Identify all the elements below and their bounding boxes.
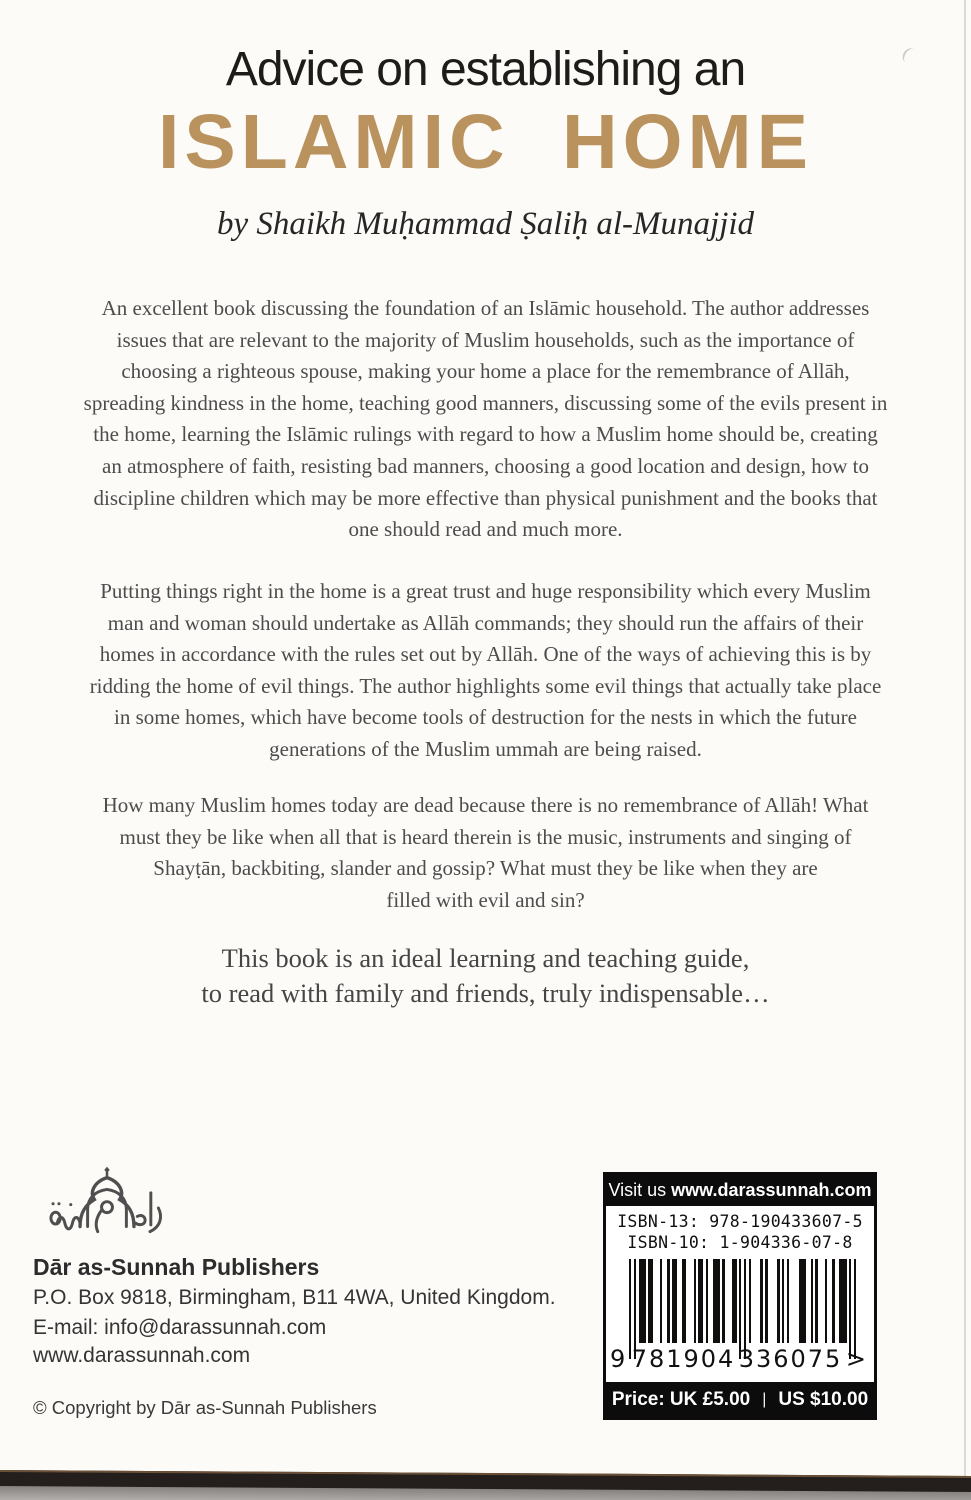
visit-us-url: www.darassunnah.com (671, 1180, 872, 1200)
publisher-website: www.darassunnah.com (33, 1344, 251, 1367)
blurb-paragraph-2: Putting things right in the home is a great trust and huge responsibility which every Muslim man and woman should undertake as Allāh commands; they should run the affairs of their homes in accordance with the rules set out by Allāh. One of the ways of achieving this is by ridding the home of evil things. The author highlights some evil things that actually take place in some homes, which have become tools of destruction for the nests in which the future generations of the Muslim ummah are being raised. (89, 579, 882, 761)
book-supertitle: Advice on establishing an (225, 43, 746, 96)
visit-us-banner (606, 1175, 874, 1206)
price-us: US $10.00 (778, 1388, 869, 1410)
scan-page-edge (964, 0, 966, 1478)
blurb-paragraph-1: An excellent book discussing the foundation of an Islāmic household. The author addresses issues that are relevant to the majority of Muslim households, such as the importance of choosing a righteous spouse, making your home a place for the remembrance of Allāh, spreading kindness in the home, teaching good manners, discussing some of the evils present in the home, learning the Islāmic rulings with regard to how a Muslim home should be, creating an atmosphere of faith, resisting bad manners, choosing a good location and design, how to discipline children which may be more effective than physical punishment and the books that one should read and much more. (83, 296, 888, 542)
closing-statement: This book is an ideal learning and teaching guide, to read with family and friends, truly indispensable… (201, 943, 770, 1008)
isbn-numbers (606, 1206, 874, 1253)
publisher-name: Dār as-Sunnah Publishers (33, 1254, 320, 1280)
isbn-10: ISBN-10: 1-904336-07-8 (627, 1233, 853, 1252)
book-author-byline: by Shaikh Muḥammad Ṣaliḥ al-Munajjid (216, 206, 755, 242)
publisher-address: P.O. Box 9818, Birmingham, B11 4WA, United Kingdom. (33, 1286, 556, 1309)
barcode-digits (610, 1345, 868, 1373)
visit-us-text: Visit us (608, 1180, 672, 1200)
isbn-13: ISBN-13: 978-190433607-5 (617, 1212, 863, 1231)
price-separator: | (762, 1390, 767, 1408)
ean-left-group: 781904 (631, 1345, 736, 1373)
publisher-email: E-mail: info@darassunnah.com (33, 1316, 327, 1339)
book-title: ISLAMIC HOME (158, 99, 813, 185)
ean-quiet-zone-mark: > (845, 1345, 868, 1373)
price-uk: Price: UK £5.00 (611, 1388, 751, 1410)
isbn-barcode-label (603, 1172, 877, 1420)
dar-as-sunnah-logo-icon (48, 1164, 166, 1252)
copyright-notice: © Copyright by Dār as-Sunnah Publishers (33, 1397, 377, 1418)
price-banner (606, 1382, 874, 1417)
ean-first-digit: 9 (610, 1345, 628, 1373)
blurb-paragraph-3: How many Muslim homes today are dead because there is no remembrance of Allāh! What must they be like when all that is heard therein is the music, instruments and singing of Shayṭān, backbiting, slander and gossip? What must they be like when they are filled with evil and sin? (102, 793, 869, 912)
ean-right-group: 336075 (738, 1345, 843, 1373)
